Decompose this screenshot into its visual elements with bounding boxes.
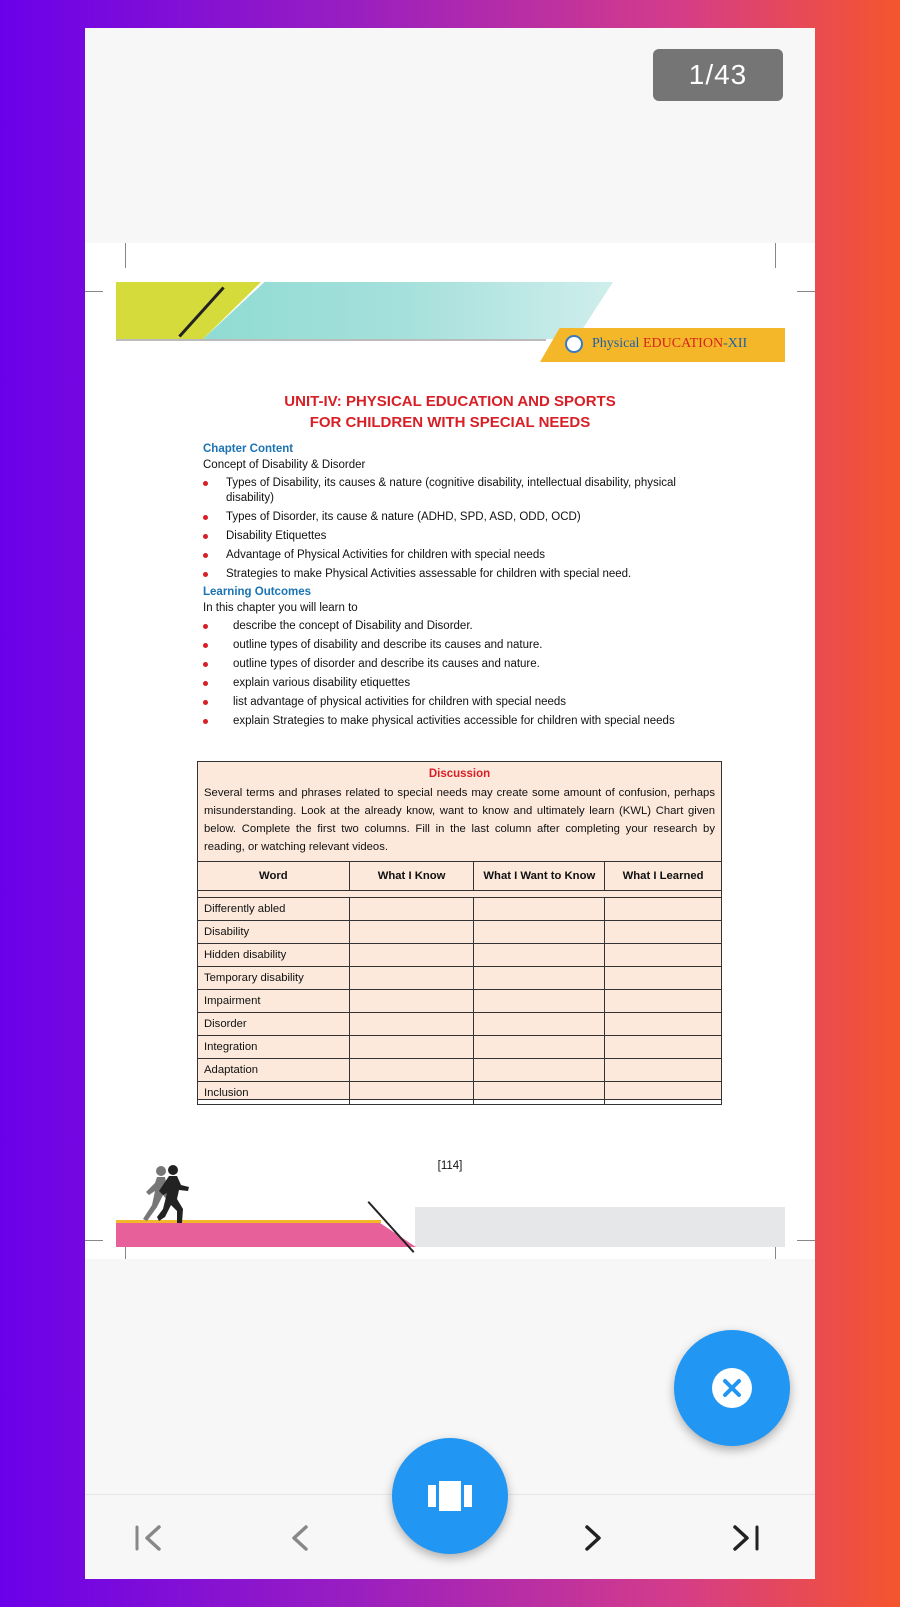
crop-mark (797, 291, 815, 292)
page-number: [114] (437, 1160, 463, 1172)
emblem-icon (565, 335, 583, 353)
close-icon (712, 1368, 752, 1408)
table-row (198, 1036, 722, 1059)
column-header: Word (198, 862, 350, 891)
discussion-title: Discussion (428, 768, 491, 780)
crop-mark (85, 291, 103, 292)
word-cell: Disorder (198, 1013, 350, 1036)
table-row (198, 1082, 722, 1105)
list-item: outline types of disorder and describe its causes and nature. (203, 657, 713, 672)
table-row (198, 1059, 722, 1082)
table-header-row (198, 862, 722, 891)
word-cell: Differently abled (198, 898, 350, 921)
close-button[interactable] (674, 1330, 790, 1446)
word-cell: Integration (198, 1036, 350, 1059)
discussion-box (197, 761, 722, 1100)
chapter-content-list (203, 476, 713, 582)
page-counter: 1/43 (653, 49, 783, 101)
list-item: Strategies to make Physical Activities assessable for children with special need. (203, 567, 713, 582)
banner-teal-block (203, 282, 613, 339)
list-item: explain Strategies to make physical activities accessible for children with special needs (203, 714, 713, 729)
pages-view-icon (392, 1438, 508, 1554)
column-header: What I Learned (605, 862, 722, 891)
list-item: list advantage of physical activities for children with special needs (203, 695, 713, 710)
footer-grey-band (415, 1207, 785, 1247)
word-cell: Impairment (198, 990, 350, 1013)
kwl-table (197, 861, 722, 1105)
previous-page-button[interactable] (270, 1513, 330, 1563)
list-item: explain various disability etiquettes (203, 676, 713, 691)
chapter-content-heading: Chapter Content (203, 443, 294, 455)
learning-outcomes-list (203, 619, 713, 729)
chapter-content-intro: Concept of Disability & Disorder (203, 459, 366, 471)
previous-page-icon (270, 1513, 330, 1563)
list-item: Disability Etiquettes (203, 529, 713, 544)
table-row (198, 1013, 722, 1036)
first-page-button[interactable] (119, 1513, 179, 1563)
chapter-body (203, 443, 713, 733)
last-page-icon (715, 1513, 775, 1563)
word-cell: Temporary disability (198, 967, 350, 990)
crop-mark (775, 243, 776, 268)
list-item: Types of Disorder, its cause & nature (ADHD, SPD, ASD, ODD, OCD) (203, 510, 713, 525)
banner-rule (116, 339, 546, 341)
table-row (198, 921, 722, 944)
word-cell: Inclusion (198, 1082, 350, 1105)
runners-icon (135, 1163, 195, 1225)
word-cell: Disability (198, 921, 350, 944)
pdf-viewer[interactable] (85, 28, 815, 1579)
learning-outcomes-heading: Learning Outcomes (203, 586, 311, 598)
column-header: What I Want to Know (474, 862, 605, 891)
table-row (198, 898, 722, 921)
word-cell: Hidden disability (198, 944, 350, 967)
unit-title (85, 391, 815, 433)
book-title: Physical EDUCATION-XII (592, 336, 748, 351)
table-row (198, 944, 722, 967)
list-item: describe the concept of Disability and Disorder. (203, 619, 713, 634)
discussion-text: Several terms and phrases related to special needs may create some amount of confusion, perhaps misunderstanding. Look at the already know, want to know and ultimately learn (KWL) Chart given below. Complete the first two columns. Fill in the last column after completing your research by reading, or watching relevant videos. (204, 787, 715, 853)
unit-title-line: UNIT-IV: PHYSICAL EDUCATION AND SPORTS (284, 393, 616, 410)
list-item: Advantage of Physical Activities for children with special needs (203, 548, 713, 563)
last-page-button[interactable] (715, 1513, 775, 1563)
crop-mark (797, 1240, 815, 1241)
next-page-icon (563, 1513, 623, 1563)
table-row (198, 990, 722, 1013)
learning-outcomes-intro: In this chapter you will learn to (203, 602, 358, 614)
table-row (198, 967, 722, 990)
crop-mark (125, 243, 126, 268)
column-header: What I Know (349, 862, 474, 891)
footer-pink-band (116, 1223, 416, 1247)
view-mode-button[interactable] (392, 1438, 508, 1554)
next-page-button[interactable] (563, 1513, 623, 1563)
first-page-icon (119, 1513, 179, 1563)
list-item: outline types of disability and describe its causes and nature. (203, 638, 713, 653)
list-item: Types of Disability, its causes & nature (cognitive disability, intellectual disability, physical disability) (203, 476, 713, 506)
unit-title-line: FOR CHILDREN WITH SPECIAL NEEDS (309, 414, 591, 431)
crop-mark (85, 1240, 103, 1241)
pdf-page (85, 243, 815, 1259)
word-cell: Adaptation (198, 1059, 350, 1082)
